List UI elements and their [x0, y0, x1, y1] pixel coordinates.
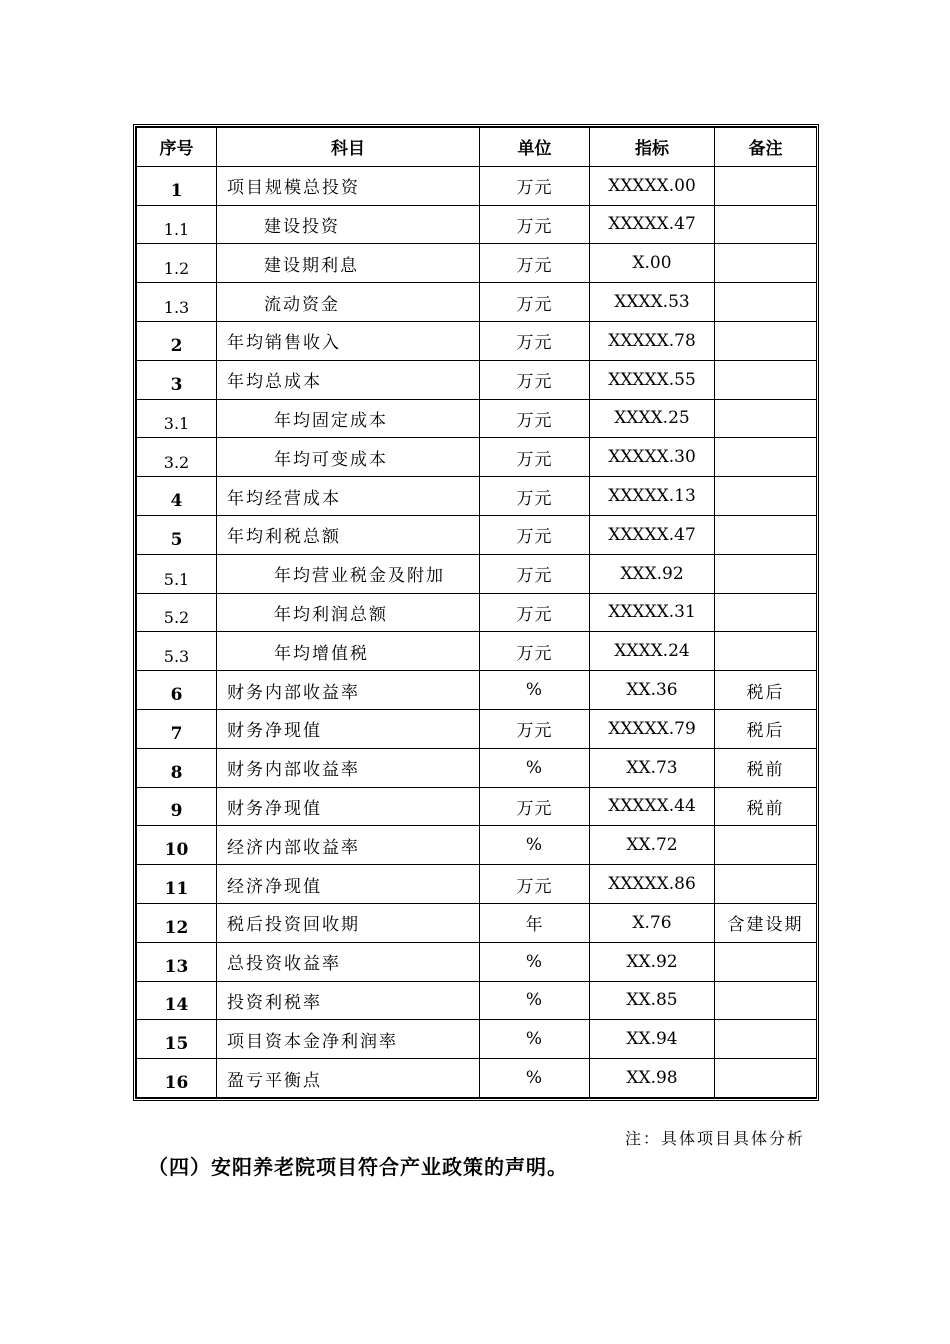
cell-note: [715, 438, 817, 477]
cell-indicator: X.76: [590, 903, 715, 942]
cell-no: 1.2: [137, 244, 217, 283]
cell-note: [715, 477, 817, 516]
cell-note: [715, 360, 817, 399]
cell-unit: 万元: [480, 787, 590, 826]
cell-unit: 年: [480, 903, 590, 942]
cell-indicator: XXXX.25: [590, 399, 715, 438]
cell-unit: 万元: [480, 321, 590, 360]
cell-no: 10: [137, 826, 217, 865]
cell-no: 16: [137, 1059, 217, 1098]
cell-indicator: XXX.92: [590, 554, 715, 593]
cell-item: 项目资本金净利润率: [217, 1020, 480, 1059]
cell-unit: 万元: [480, 205, 590, 244]
table-row: [137, 283, 817, 322]
cell-no: 6: [137, 671, 217, 710]
cell-indicator: XXXXX.78: [590, 321, 715, 360]
cell-no: 14: [137, 981, 217, 1020]
cell-note: [715, 244, 817, 283]
cell-note: [715, 593, 817, 632]
table-row: [137, 205, 817, 244]
cell-unit: %: [480, 671, 590, 710]
table-row: [137, 438, 817, 477]
cell-note: [715, 1059, 817, 1098]
cell-unit: 万元: [480, 477, 590, 516]
cell-note: [715, 1020, 817, 1059]
cell-unit: 万元: [480, 166, 590, 205]
cell-note: 税后: [715, 709, 817, 748]
cell-note: 税后: [715, 671, 817, 710]
cell-item: 财务内部收益率: [217, 748, 480, 787]
cell-unit: 万元: [480, 244, 590, 283]
cell-indicator: XX.98: [590, 1059, 715, 1098]
cell-no: 8: [137, 748, 217, 787]
table-row: [137, 1020, 817, 1059]
cell-no: 3.1: [137, 399, 217, 438]
cell-indicator: XXXXX.47: [590, 515, 715, 554]
cell-item: 年均利税总额: [217, 515, 480, 554]
cell-no: 3: [137, 360, 217, 399]
cell-indicator: XXXXX.00: [590, 166, 715, 205]
cell-note: 含建设期: [715, 903, 817, 942]
table-row: [137, 477, 817, 516]
cell-note: [715, 321, 817, 360]
cell-no: 5: [137, 515, 217, 554]
cell-item: 财务净现值: [217, 787, 480, 826]
cell-item: 年均经营成本: [217, 477, 480, 516]
cell-indicator: XX.85: [590, 981, 715, 1020]
cell-no: 2: [137, 321, 217, 360]
table-row: [137, 671, 817, 710]
cell-indicator: XX.94: [590, 1020, 715, 1059]
cell-no: 13: [137, 942, 217, 981]
cell-unit: 万元: [480, 360, 590, 399]
cell-indicator: XXXXX.13: [590, 477, 715, 516]
cell-indicator: XXXXX.55: [590, 360, 715, 399]
table-row: [137, 748, 817, 787]
table-row: [137, 244, 817, 283]
cell-unit: 万元: [480, 399, 590, 438]
cell-item: 投资利税率: [217, 981, 480, 1020]
table-row: [137, 709, 817, 748]
cell-indicator: XXXXX.47: [590, 205, 715, 244]
cell-no: 5.1: [137, 554, 217, 593]
cell-unit: %: [480, 981, 590, 1020]
cell-no: 9: [137, 787, 217, 826]
cell-indicator: XX.92: [590, 942, 715, 981]
cell-item: 建设投资: [217, 205, 480, 244]
table-row: [137, 865, 817, 904]
table-row: [137, 942, 817, 981]
cell-item: 年均增值税: [217, 632, 480, 671]
cell-item: 年均总成本: [217, 360, 480, 399]
cell-unit: %: [480, 942, 590, 981]
cell-indicator: XXXXX.31: [590, 593, 715, 632]
table-row: [137, 399, 817, 438]
header-indicator: 指标: [590, 128, 715, 167]
cell-unit: 万元: [480, 438, 590, 477]
table-row: [137, 981, 817, 1020]
cell-item: 年均销售收入: [217, 321, 480, 360]
table-row: [137, 1059, 817, 1098]
cell-item: 年均可变成本: [217, 438, 480, 477]
cell-no: 4: [137, 477, 217, 516]
cell-no: 1.1: [137, 205, 217, 244]
cell-indicator: XXXXX.44: [590, 787, 715, 826]
table-row: [137, 826, 817, 865]
cell-no: 7: [137, 709, 217, 748]
cell-indicator: XX.72: [590, 826, 715, 865]
table-header-row: [137, 128, 817, 167]
section-heading: （四）安阳养老院项目符合产业政策的声明。: [148, 1155, 568, 1179]
cell-item: 总投资收益率: [217, 942, 480, 981]
table-row: [137, 515, 817, 554]
cell-no: 1.3: [137, 283, 217, 322]
cell-note: 税前: [715, 748, 817, 787]
cell-item: 项目规模总投资: [217, 166, 480, 205]
cell-unit: 万元: [480, 593, 590, 632]
cell-note: [715, 205, 817, 244]
cell-no: 3.2: [137, 438, 217, 477]
table-header: [137, 128, 817, 167]
cell-unit: 万元: [480, 554, 590, 593]
cell-item: 盈亏平衡点: [217, 1059, 480, 1098]
header-unit: 单位: [480, 128, 590, 167]
cell-item: 财务净现值: [217, 709, 480, 748]
header-item: 科目: [217, 128, 480, 167]
cell-unit: 万元: [480, 709, 590, 748]
cell-note: [715, 166, 817, 205]
cell-unit: 万元: [480, 632, 590, 671]
table-footnote: 注：具体项目具体分析: [624, 1129, 805, 1148]
table-row: [137, 632, 817, 671]
table-row: [137, 787, 817, 826]
cell-note: [715, 515, 817, 554]
cell-unit: 万元: [480, 515, 590, 554]
table-row: [137, 166, 817, 205]
cell-indicator: XXXXX.30: [590, 438, 715, 477]
cell-indicator: XXXX.24: [590, 632, 715, 671]
cell-indicator: XXXX.53: [590, 283, 715, 322]
cell-unit: %: [480, 748, 590, 787]
cell-note: [715, 981, 817, 1020]
cell-item: 财务内部收益率: [217, 671, 480, 710]
cell-indicator: XXXXX.86: [590, 865, 715, 904]
cell-unit: %: [480, 826, 590, 865]
cell-unit: 万元: [480, 865, 590, 904]
table-row: [137, 593, 817, 632]
cell-indicator: XX.73: [590, 748, 715, 787]
header-note: 备注: [715, 128, 817, 167]
cell-note: 税前: [715, 787, 817, 826]
cell-no: 12: [137, 903, 217, 942]
cell-unit: %: [480, 1020, 590, 1059]
cell-indicator: X.00: [590, 244, 715, 283]
table-row: [137, 554, 817, 593]
cell-no: 1: [137, 166, 217, 205]
cell-note: [715, 399, 817, 438]
cell-item: 经济内部收益率: [217, 826, 480, 865]
cell-item: 建设期利息: [217, 244, 480, 283]
table-row: [137, 903, 817, 942]
cell-no: 11: [137, 865, 217, 904]
financial-indicators-table-frame: [133, 124, 819, 1101]
cell-item: 税后投资回收期: [217, 903, 480, 942]
cell-indicator: XX.36: [590, 671, 715, 710]
header-no: 序号: [137, 128, 217, 167]
cell-item: 流动资金: [217, 283, 480, 322]
cell-no: 15: [137, 1020, 217, 1059]
cell-note: [715, 942, 817, 981]
cell-note: [715, 826, 817, 865]
cell-unit: %: [480, 1059, 590, 1098]
cell-no: 5.2: [137, 593, 217, 632]
cell-note: [715, 283, 817, 322]
cell-no: 5.3: [137, 632, 217, 671]
cell-note: [715, 865, 817, 904]
cell-indicator: XXXXX.79: [590, 709, 715, 748]
cell-item: 年均营业税金及附加: [217, 554, 480, 593]
cell-unit: 万元: [480, 283, 590, 322]
cell-item: 年均利润总额: [217, 593, 480, 632]
cell-note: [715, 554, 817, 593]
cell-item: 年均固定成本: [217, 399, 480, 438]
cell-note: [715, 632, 817, 671]
table-row: [137, 360, 817, 399]
cell-item: 经济净现值: [217, 865, 480, 904]
table-body: [137, 166, 817, 1097]
financial-indicators-table: [136, 127, 817, 1098]
table-row: [137, 321, 817, 360]
